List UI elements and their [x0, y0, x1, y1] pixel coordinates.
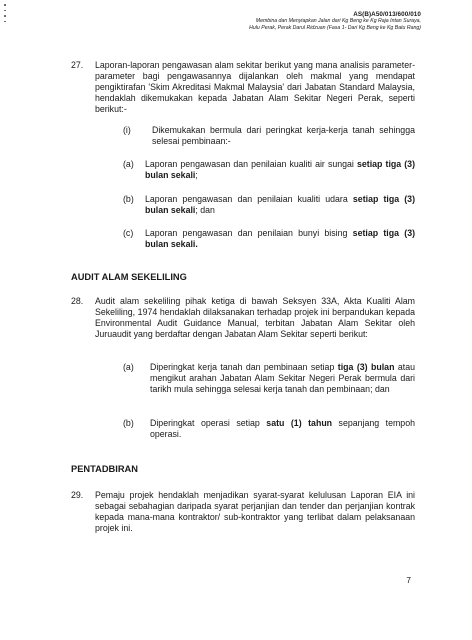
section-28-number: 28. — [71, 296, 84, 306]
item-28b-label: (b) — [123, 418, 134, 428]
item-28b-text: Diperingkat operasi setiap satu (1) tahun sepanjang tempoh operasi. — [150, 418, 415, 439]
item-28a-emphasis: tiga (3) bulan — [337, 362, 395, 372]
header-line-2: Hulu Perak, Perak Darul Ridzuan (Fasa 1- Dari Kg Beng ke Kg Batu Rang) — [249, 24, 421, 31]
heading-pentadbiran: PENTADBIRAN — [71, 464, 138, 474]
item-28a-text: Diperingkat kerja tanah dan pembinaan setiap tiga (3) bulan atau mengikut arahan Jabatan Alam Sekitar Negeri Perak bermula dari tarikh mula sehingga selesai kerja tanah dan pembinaan; dan — [150, 362, 415, 394]
item-27c-text: Laporan pengawasan dan penilaian bunyi bising setiap tiga (3) bulan sekali. — [145, 228, 416, 249]
scan-edge-marks — [4, 0, 7, 40]
section-27-number: 27. — [71, 60, 84, 70]
page-number: 7 — [406, 575, 411, 585]
item-28a-label: (a) — [123, 362, 134, 372]
item-27b-text: Laporan pengawasan dan penilaian kualiti udara setiap tiga (3) bulan sekali; dan — [145, 194, 415, 215]
item-28b-emphasis: satu (1) tahun — [266, 418, 333, 428]
page-header — [171, 11, 421, 31]
heading-audit-alam-sekeliling: AUDIT ALAM SEKELILING — [71, 272, 187, 282]
item-27b-emphasis: setiap tiga (3) bulan sekali — [145, 194, 415, 215]
reference-number: AS(B)A50/013/600/010 — [353, 11, 421, 18]
sub-i-label: (i) — [123, 125, 131, 135]
item-27a-text: Laporan pengawasan dan penilaian kualiti air sungai setiap tiga (3) bulan sekali; — [145, 159, 416, 180]
section-29-number: 29. — [71, 490, 84, 500]
item-27c-label: (c) — [123, 228, 134, 238]
section-29-text: Pemaju projek hendaklah menjadikan syarat-syarat kelulusan Laporan EIA ini sebagai sebahagian daripada syarat perjanjian dan tender dan perjanjian kontrak kepada mana-mana kontraktor/ sub-kontraktor yang terlibat dalam pelaksanaan projek ini. — [95, 490, 415, 533]
section-28-text: Audit alam sekeliling pihak ketiga di bawah Seksyen 33A, Akta Kualiti Alam Sekeliling, 1974 hendaklah dilaksanakan terhadap projek ini berpandukan kepada Environmental Audit Guidance Manual, terbitan Jabatan Alam Sekitar oleh Juruaudit yang berdaftar dengan Jabatan Alam Sekitar seperti berikut: — [95, 296, 415, 339]
header-line-1: Membina dan Menyiapkan Jalan dari Kg Beng ke Kg Raja Intan Suraya, — [255, 18, 421, 24]
item-27c-emphasis: setiap tiga (3) bulan sekali. — [145, 228, 416, 249]
item-27a-emphasis: setiap tiga (3) bulan sekali — [145, 159, 416, 180]
sub-i-text: Dikemukakan bermula dari peringkat kerja-kerja tanah sehingga selesai pembinaan:- — [152, 125, 415, 146]
item-27a-label: (a) — [123, 159, 134, 169]
item-27b-label: (b) — [123, 194, 134, 204]
section-27-text: Laporan-laporan pengawasan alam sekitar berikut yang mana analisis parameter-parameter bagi pengawasannya dijalankan oleh makmal yang mendapat pengiktirafan 'Skim Akreditasi Makmal Malaysia' dari Jabatan Standard Malaysia, hendaklah dikemukakan kepada Jabatan Alam Sekitar Negeri Perak, seperti berikut:- — [95, 60, 415, 114]
